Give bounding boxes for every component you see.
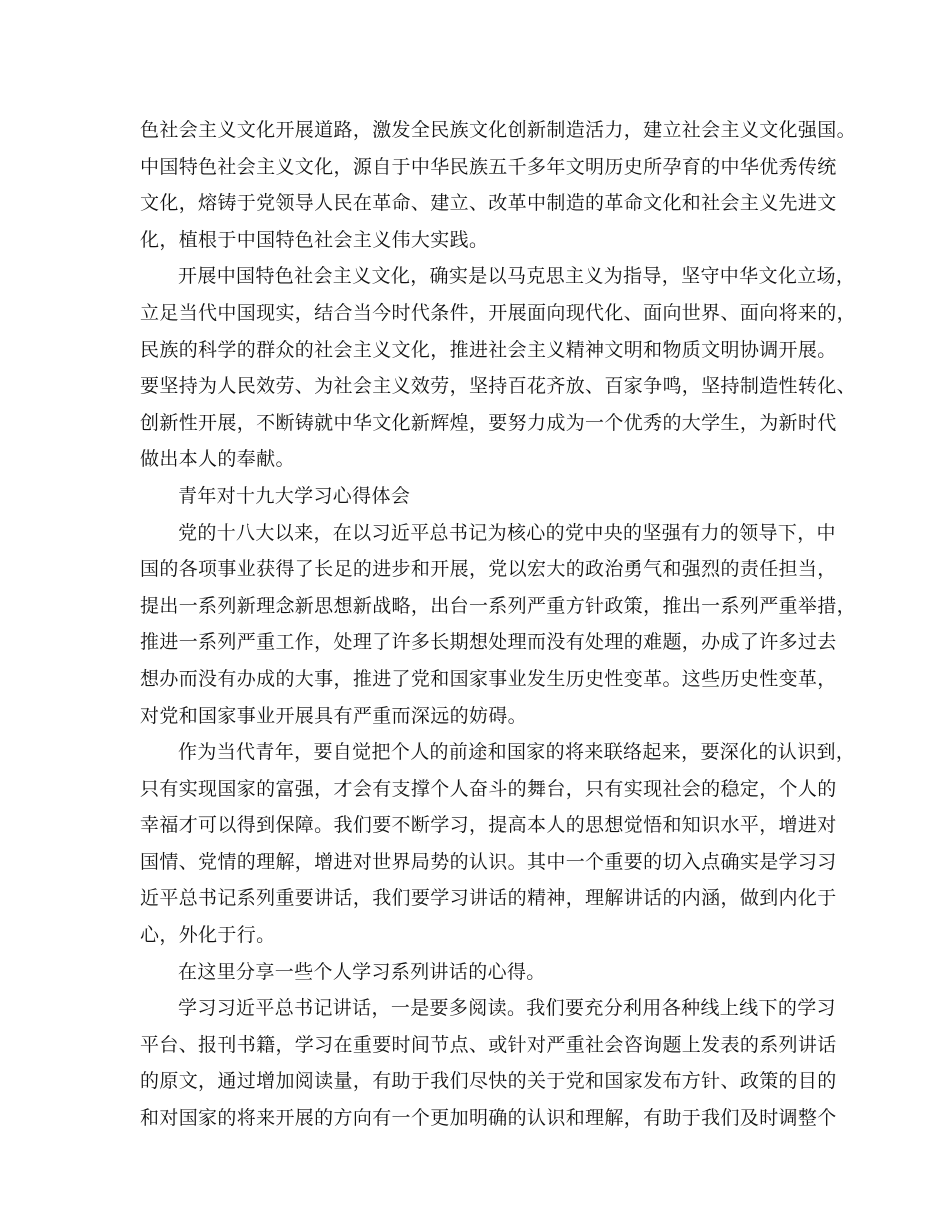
text-line: 对党和国家事业开展具有严重而深远的妨碍。 (140, 704, 528, 727)
text-line: 民族的科学的群众的社会主义文化，推进社会主义精神文明和物质文明协调开展。 (140, 338, 837, 361)
text-line: 学习习近平总书记讲话，一是要多阅读。我们要充分利用各种线上线下的学习 (178, 997, 836, 1020)
text-line: 近平总书记系列重要讲话，我们要学习讲话的精神，理解讲话的内涵，做到内化于 (140, 887, 837, 910)
text-line: 的原文，通过增加阅读量，有助于我们尽快的关于党和国家发布方针、政策的目的 (140, 1070, 837, 1093)
text-line: 国的各项事业获得了长足的进步和开展，党以宏大的政治勇气和强烈的责任担当， (140, 558, 837, 581)
text-line: 提出一系列新理念新思想新战略，出台一系列严重方针政策，推出一系列严重举措， (140, 594, 856, 617)
text-line: 推进一系列严重工作，处理了许多长期想处理而没有处理的难题，办成了许多过去 (140, 631, 837, 654)
document-body (140, 112, 856, 1137)
text-line: 党的十八大以来，在以习近平总书记为核心的党中央的坚强有力的领导下，中 (178, 521, 836, 544)
text-line: 只有实现国家的富强，才会有支撑个人奋斗的舞台，只有实现社会的稳定，个人的 (140, 777, 837, 800)
text-line: 作为当代青年，要自觉把个人的前途和国家的将来联络起来，要深化的认识到， (178, 741, 856, 764)
text-line: 心，外化于行。 (140, 924, 276, 947)
text-line: 国情、党情的理解，增进对世界局势的认识。其中一个重要的切入点确实是学习习 (140, 850, 837, 873)
text-line: 文化，熔铸于党领导人民在革命、建立、改革中制造的革命文化和社会主义先进文 (140, 192, 837, 215)
text-line: 想办而没有办成的大事，推进了党和国家事业发生历史性变革。这些历史性变革， (140, 667, 837, 690)
text-line: 青年对十九大学习心得体会 (178, 484, 411, 507)
text-line: 创新性开展，不断铸就中华文化新辉煌，要努力成为一个优秀的大学生，为新时代 (140, 411, 837, 434)
text-line: 中国特色社会主义文化，源自于中华民族五千多年文明历史所孕育的中华优秀传统 (140, 155, 837, 178)
text-line: 在这里分享一些个人学习系列讲话的心得。 (178, 960, 546, 983)
text-line: 和对国家的将来开展的方向有一个更加明确的认识和理解，有助于我们及时调整个 (140, 1107, 837, 1130)
text-line: 开展中国特色社会主义文化，确实是以马克思主义为指导，坚守中华文化立场， (178, 265, 856, 288)
text-line: 立足当代中国现实，结合当今时代条件，开展面向现代化、面向世界、面向将来的， (140, 301, 856, 324)
text-line: 幸福才可以得到保障。我们要不断学习，提高本人的思想觉悟和知识水平，增进对 (140, 814, 837, 837)
text-line: 要坚持为人民效劳、为社会主义效劳，坚持百花齐放、百家争鸣，坚持制造性转化、 (140, 375, 856, 398)
text-line: 化，植根于中国特色社会主义伟大实践。 (140, 228, 489, 251)
text-line: 色社会主义文化开展道路，激发全民族文化创新制造活力，建立社会主义文化强国。 (140, 119, 856, 141)
text-line: 做出本人的奉献。 (140, 448, 295, 471)
text-line: 平台、报刊书籍，学习在重要时间节点、或针对严重社会咨询题上发表的系列讲话 (140, 1033, 837, 1056)
